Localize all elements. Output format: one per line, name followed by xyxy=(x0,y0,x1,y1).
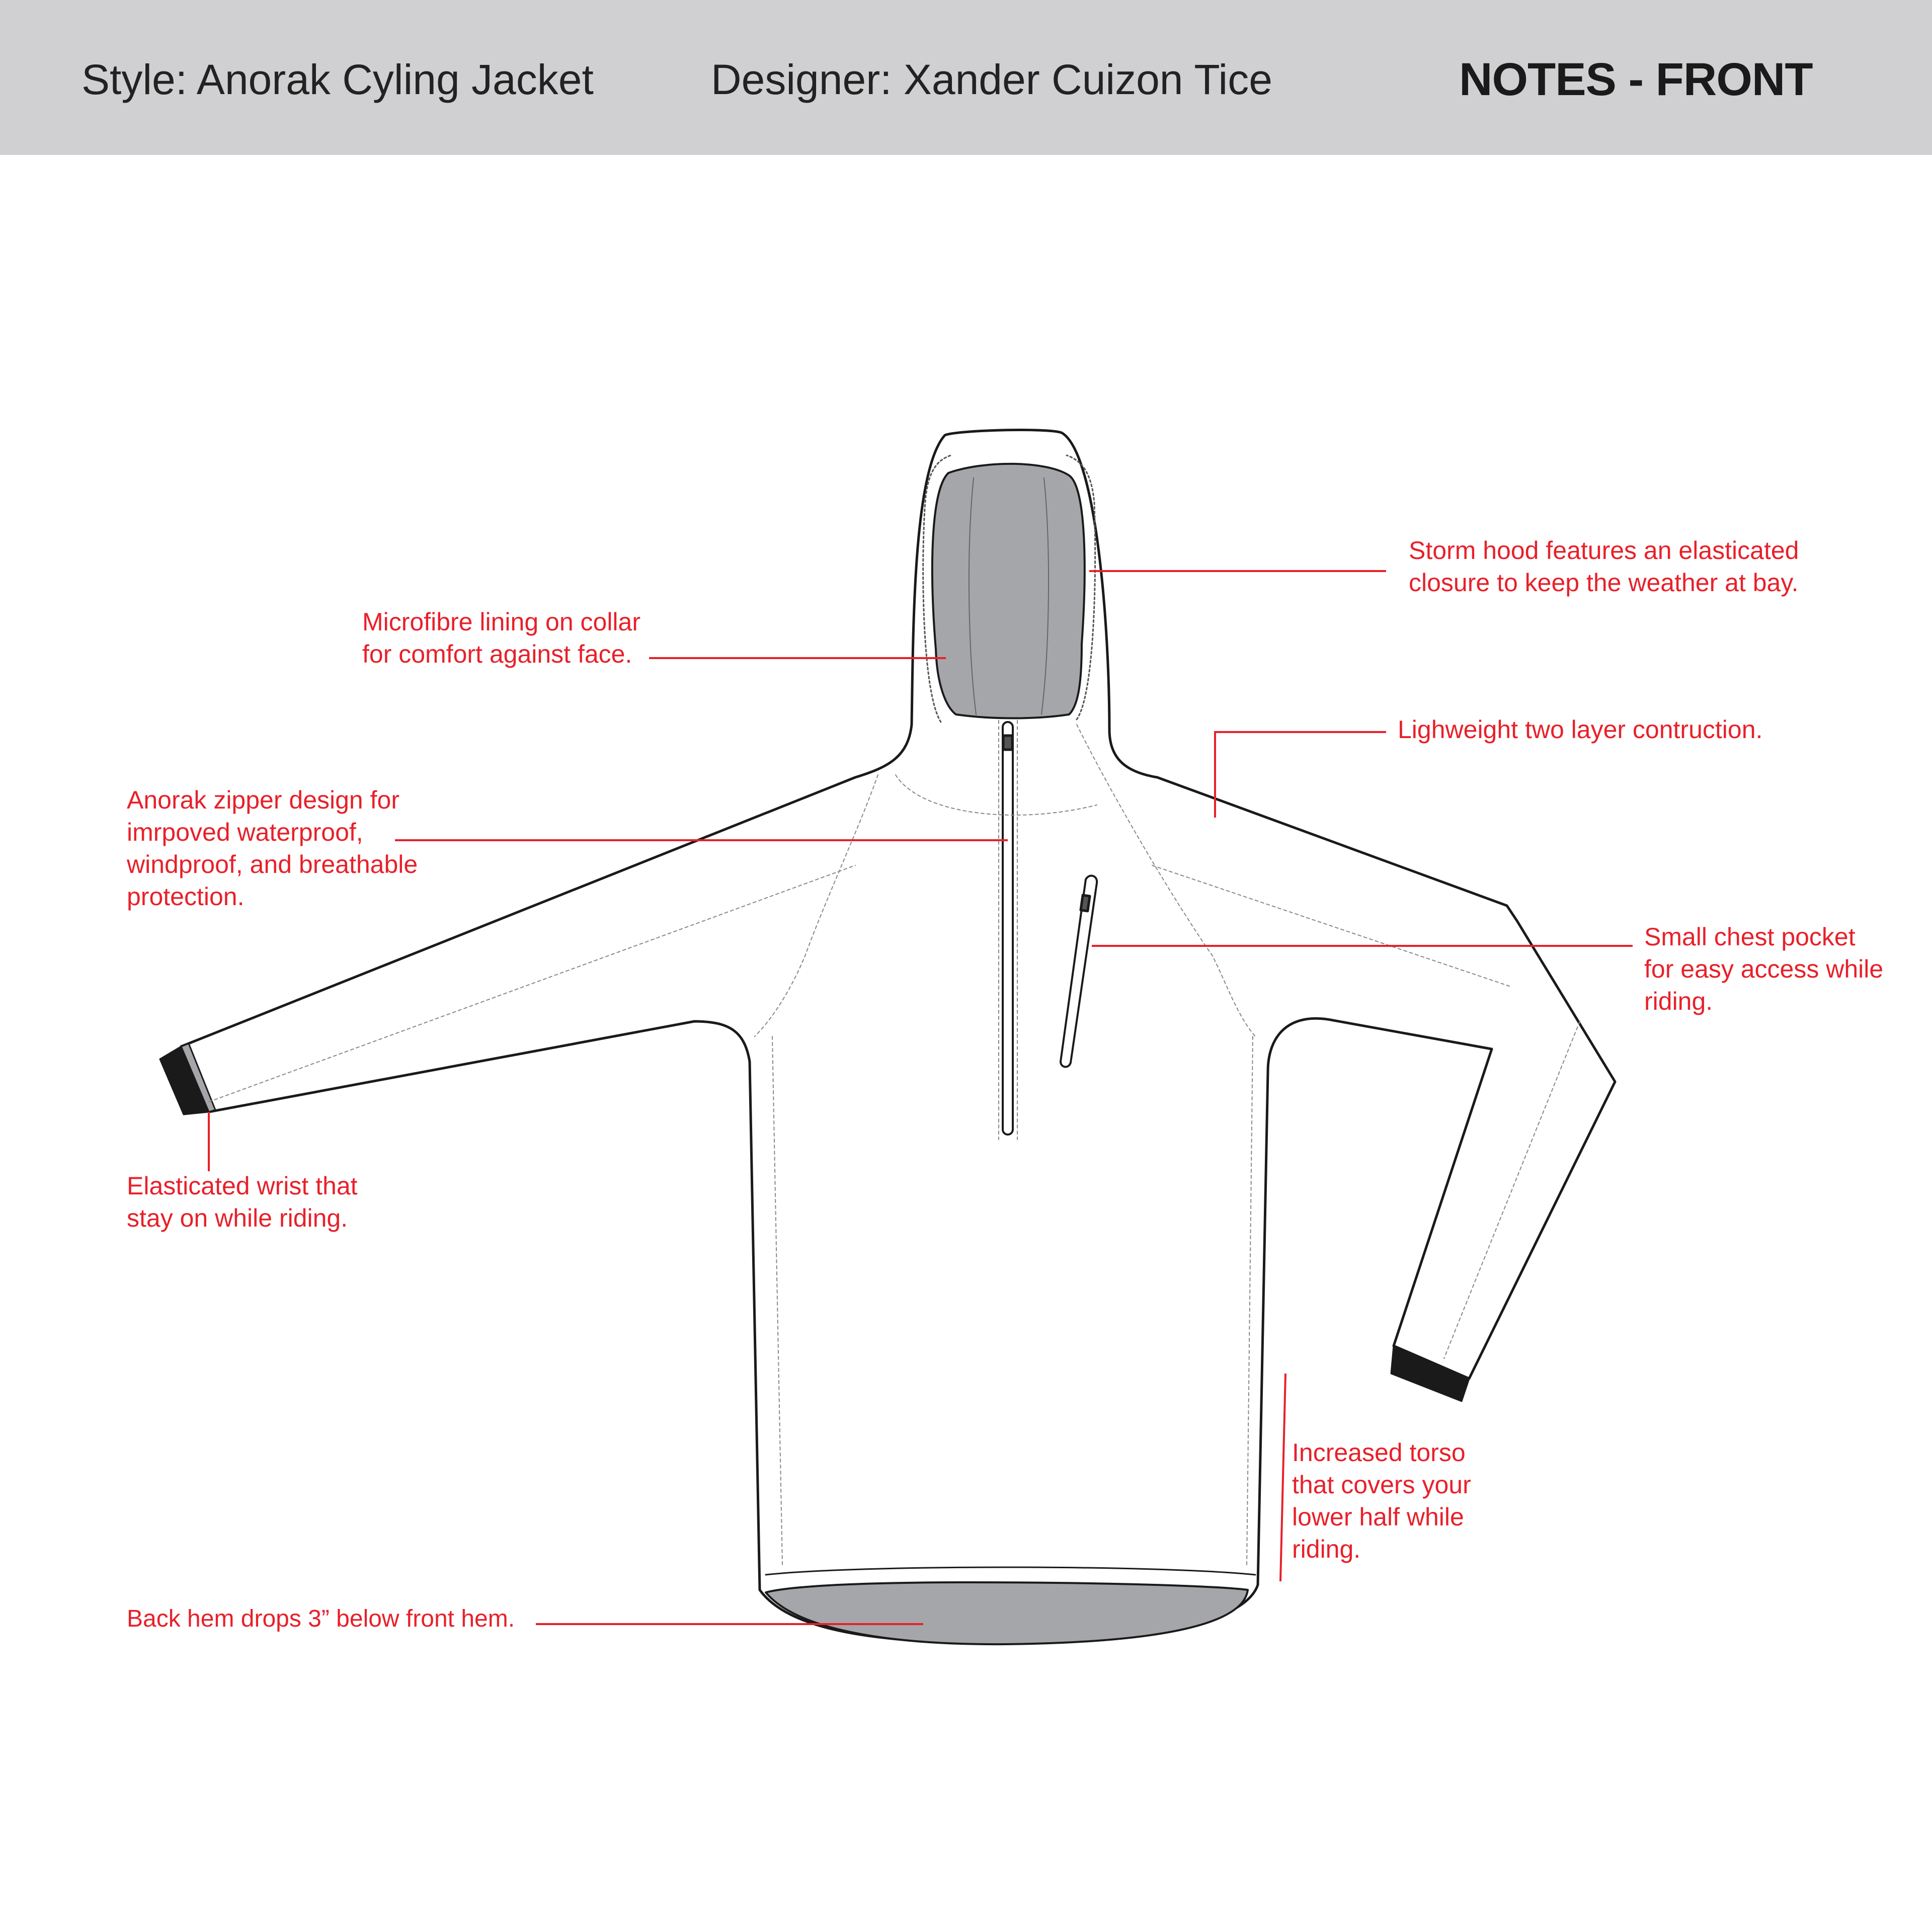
note-line: for comfort against face. xyxy=(362,640,632,668)
note-line: Microfibre lining on collar xyxy=(362,608,641,636)
back-hem xyxy=(766,1582,1248,1644)
note-line: stay on while riding. xyxy=(127,1204,348,1232)
note-line: Elasticated wrist that xyxy=(127,1172,358,1200)
callout-line-lightweight xyxy=(1215,732,1386,818)
note-microfibre xyxy=(362,606,640,670)
note-line: for easy access while xyxy=(1644,955,1884,983)
callout-line-torso xyxy=(1280,1374,1285,1581)
note-line: closure to keep the weather at bay. xyxy=(1409,569,1799,597)
note-line: Back hem drops 3” below front hem. xyxy=(127,1605,515,1632)
note-chest-pocket xyxy=(1644,921,1883,1017)
note-line: protection. xyxy=(127,882,245,911)
designer-label: Designer: Xander Cuizon Tice xyxy=(711,56,1272,103)
hood-lining xyxy=(932,464,1085,718)
note-wrist xyxy=(127,1170,358,1234)
note-anorak-zipper xyxy=(127,784,418,913)
note-line: riding. xyxy=(1292,1535,1361,1563)
note-back-hem xyxy=(127,1603,515,1635)
note-line: Increased torso xyxy=(1292,1438,1466,1467)
note-line: Storm hood features an elasticated xyxy=(1409,536,1799,565)
note-line: imrpoved waterproof, xyxy=(127,818,363,846)
note-torso xyxy=(1292,1436,1471,1565)
style-label: Style: Anorak Cyling Jacket xyxy=(82,56,594,103)
page-title: NOTES - FRONT xyxy=(1459,54,1813,105)
note-line: Anorak zipper design for xyxy=(127,786,399,814)
note-line: that covers your xyxy=(1292,1471,1471,1499)
note-line: Lighweight two layer contruction. xyxy=(1398,715,1763,744)
note-line: lower half while xyxy=(1292,1503,1464,1531)
zipper-pull xyxy=(1003,736,1012,750)
note-lightweight xyxy=(1398,713,1762,746)
note-line: Small chest pocket xyxy=(1644,923,1856,951)
pocket-pull xyxy=(1081,895,1090,911)
front-zipper xyxy=(1003,722,1013,1135)
note-line: riding. xyxy=(1644,987,1713,1015)
note-storm-hood xyxy=(1409,534,1799,599)
note-line: windproof, and breathable xyxy=(127,850,418,878)
